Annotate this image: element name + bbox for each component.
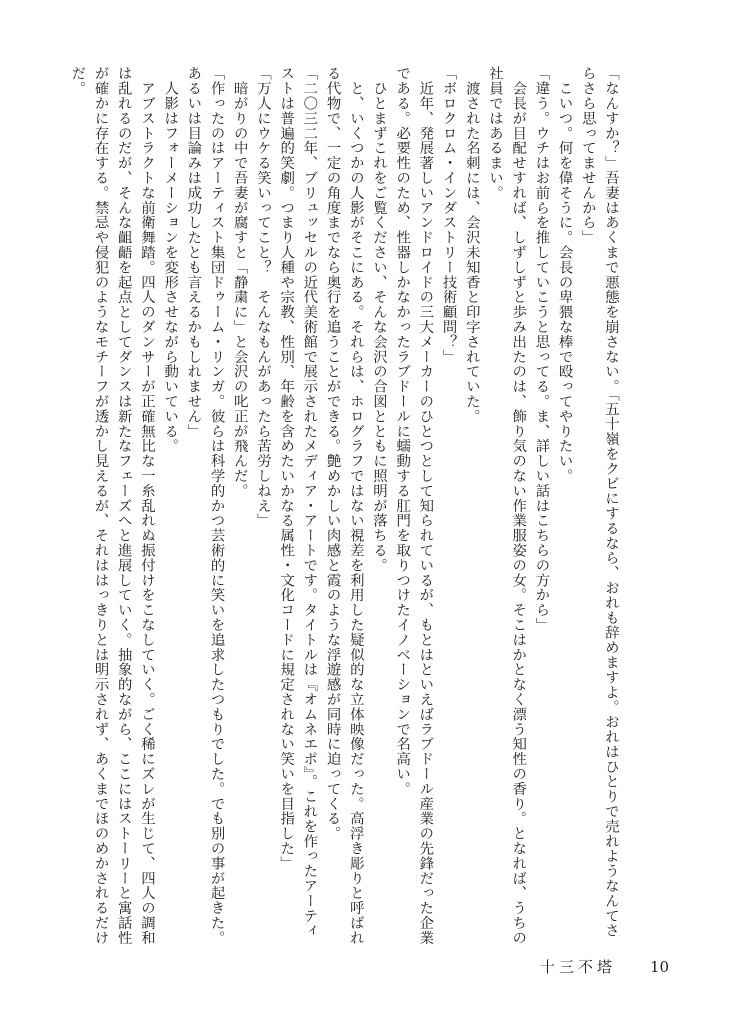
paragraph-10: 「二〇三二年、ブリュッセルの近代美術館で展示されたメディア・アートです。タイトルは『オムネエポ』。これを作ったアーティストは普遍的笑劇。つまり人種や宗教、性別、年齢を含めたいかなる属性・文化コードに規定されない笑いを目指した」 [278, 66, 318, 938]
paragraph-2: こいつ。何を偉そうに。会長の卑猥な棒で殴ってやりたい。 [556, 66, 573, 484]
paragraph-1: 「なんすか？」吾妻はあくまで悪態を崩さない。「五十嶺をクビにするなら、おれも辞めますよ。おれはひとりで売れようなんてさらさら思ってませんから」 [579, 66, 619, 938]
paragraph-9: と、いくつかの人影がそこにある。それらは、ホログラフではない視差を利用した疑似的な立体映像だった。高浮き彫りと呼ばれる代物で、一定の角度までなら奥行を追うことができる。艶めかしい肉感と霞のような浮遊感が同時に迫ってくる。 [324, 66, 364, 946]
paragraph-14: 人影はフォーメーションを変形させながら動いている。 [162, 66, 179, 454]
paragraph-8: ひとまずこれをご覧ください、そんな会沢の合図とともに照明が落ちる。 [370, 66, 387, 573]
footer-author-title: 十三不塔 [540, 958, 617, 976]
paragraph-6: 「ボロクロム・インダストリー技術顧問？」 [440, 66, 457, 364]
paragraph-4: 会長が目配せすれば、しずしずと歩み出たのは、飾り気のない作業服姿の女。そこはかとなく漂う知性の香り。となれば、うちの社員ではあるまい。 [486, 66, 527, 946]
paragraph-12: 暗がりの中で吾妻が腐すと「静粛に」と会沢の叱正が飛んだ。 [231, 66, 248, 499]
paragraph-3: 「違う。ウチはお前らを推していこうと思ってる。ま、詳しい話はこちらの方から」 [533, 66, 550, 633]
paragraph-7: 近年、発展著しいアンドロイドの三大メーカーのひとつとして知られているが、もとはといえばラブドール産業の先鋒だった企業である。必要性のため、性器しかなかったラブドールに蠕動する肛門を取りつけたイノベーションで名高い。 [394, 66, 434, 946]
body-text [69, 66, 622, 946]
page-number: 10 [650, 958, 670, 976]
paragraph-11: 「万人にウケる笑いってこと？ そんなもんがあったら苦労しねえ」 [254, 66, 271, 528]
paragraph-13: 「作ったのはアーティスト集団ドゥーム・リンガ。彼らは科学的かつ芸術的に笑いを追求したつもりでした。でも別の事が起きた。あるいは目論みは成功したとも言えるかもしれません」 [185, 66, 225, 946]
paragraph-15: アブストラクトな前衛舞踏。四人のダンサーが正確無比な一糸乱れぬ振付けをこなしていく。ごく稀にズレが生じて、四人の調和は乱れるのだが、そんな齟齬を起点としてダンスは新たなフェーズへと進展していく。抽象的ながら、ここにはストーリーと寓話性が確かに存在する。禁忌や侵犯のようなモチーフが透かし見えるが、それははっきりとは明示されず、あくまでほのめかされるだけだ。 [69, 66, 155, 946]
paragraph-5: 渡された名刺には、会沢未知香と印字されていた。 [463, 66, 480, 424]
